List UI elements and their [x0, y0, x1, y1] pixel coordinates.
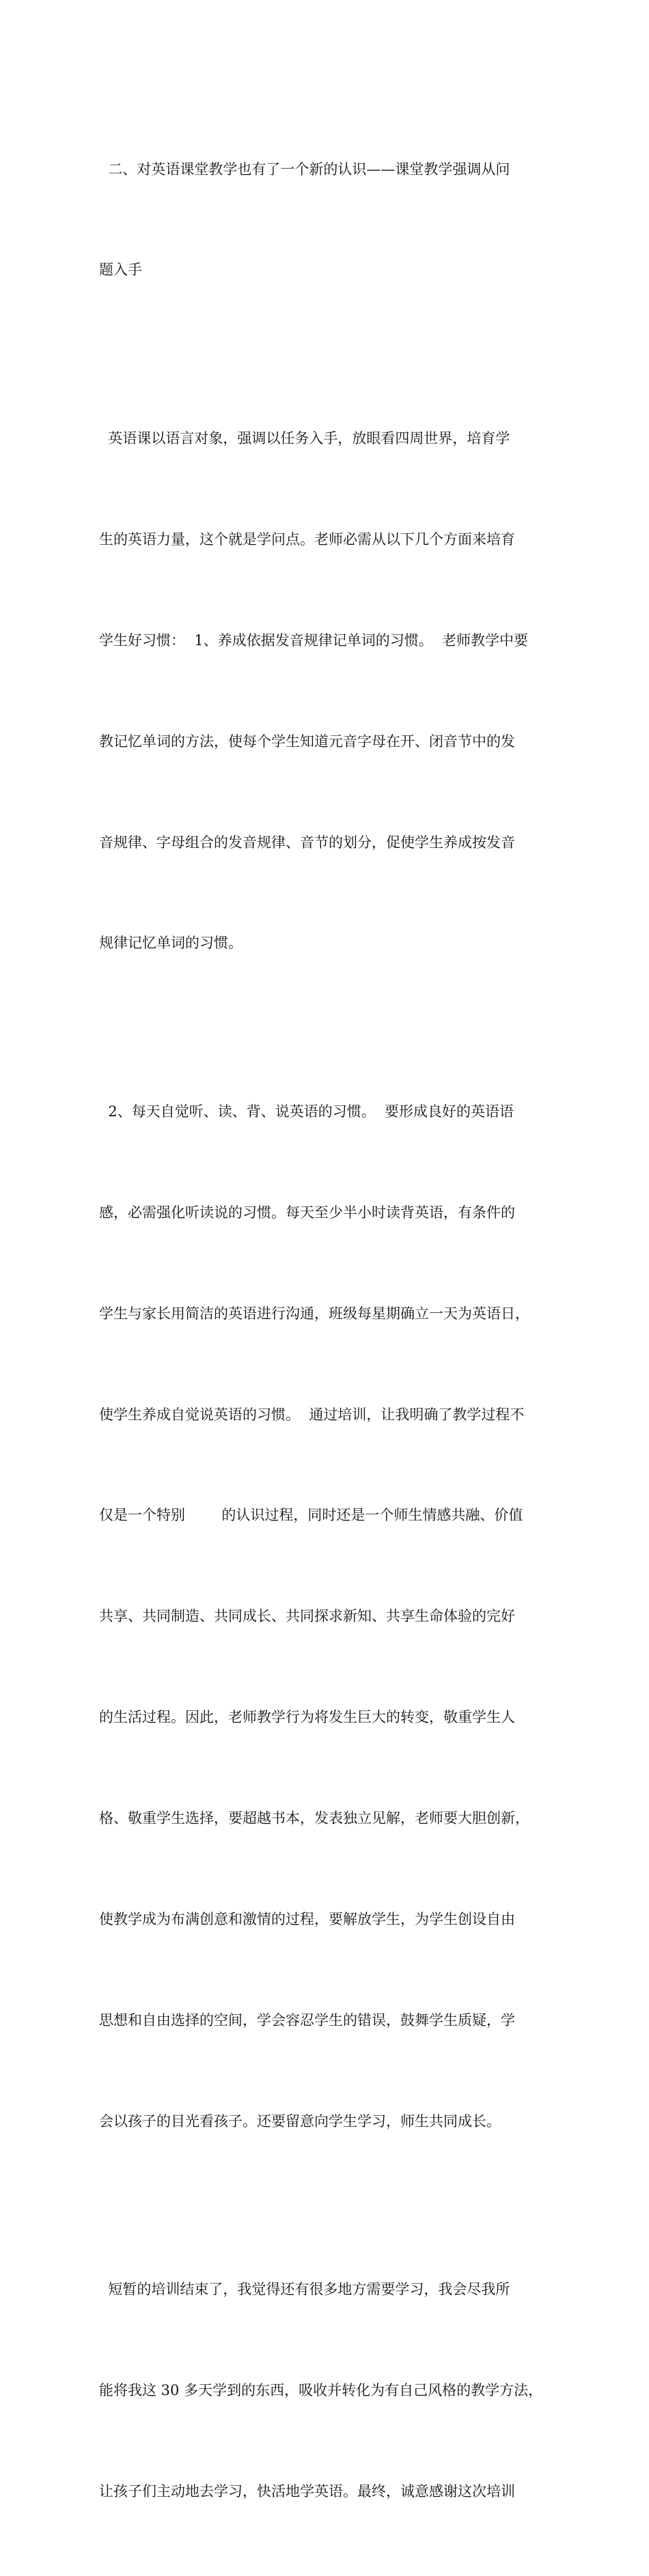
- text-line: 二、对英语课堂教学也有了一个新的认识——课堂教学强调从问: [99, 160, 510, 178]
- text-line: 使学生养成自觉说英语的习惯。 通过培训，让我明确了教学过程不: [99, 1406, 525, 1423]
- text-line: 感，必需强化听读说的习惯。每天至少半小时读背英语，有条件的: [99, 1204, 515, 1221]
- text-line: 让孩子们主动地去学习，快活地学英语。最终，诚意感谢这次培训: [99, 2483, 515, 2500]
- text-line: 英语课以语言对象，强调以任务入手，放眼看四周世界，培育学: [99, 429, 510, 447]
- text-line: 规律记忆单词的习惯。: [99, 935, 243, 952]
- paragraph-english-course: [99, 354, 560, 1028]
- text-line: 生的英语力量，这个就是学问点。老师必需从以下几个方面来培育: [99, 530, 515, 548]
- text-line: 仅是一个特别 的认识过程，同时还是一个师生情感共融、价值: [99, 1507, 523, 1524]
- text-line: 题入手: [99, 261, 142, 279]
- text-line: 格、敬重学生选择，要超越书本，发表独立见解，老师要大胆创新，: [99, 1810, 529, 1827]
- text-line: 会以孩子的目光看孩子。还要留意向学生学习，师生共同成长。: [99, 2112, 501, 2129]
- text-line: 的生活过程。因此，老师教学行为将发生巨大的转变，敬重学生人: [99, 1709, 515, 1726]
- text-line: 学生好习惯： 1、养成依据发音规律记单词的习惯。 老师教学中要: [99, 632, 529, 649]
- text-line: 2、每天自觉听、读、背、说英语的习惯。 要形成良好的英语语: [99, 1103, 514, 1120]
- document-body: [99, 85, 560, 2576]
- text-line: 能将我这 30 多天学到的东西，吸收并转化为有自己风格的教学方法，: [99, 2382, 543, 2399]
- text-line: 学生与家长用简洁的英语进行沟通，班级每星期确立一天为英语日，: [99, 1305, 529, 1322]
- text-line: 教记忆单词的方法，使每个学生知道元音字母在开、闭音节中的发: [99, 733, 515, 750]
- paragraph-daily-habit: [99, 1028, 560, 2205]
- text-line: 思想和自由选择的空间，学会容忍学生的错误，鼓舞学生质疑，学: [99, 2011, 515, 2028]
- text-line: 共享、共同制造、共同成长、共同探求新知、共享生命体验的完好: [99, 1608, 515, 1625]
- paragraph-conclusion: [99, 2206, 560, 2576]
- text-line: 音规律、字母组合的发音规律、音节的划分，促使学生养成按发音: [99, 834, 515, 851]
- paragraph-section-heading: [99, 85, 560, 354]
- text-line: 短暂的培训结束了，我觉得还有很多地方需要学习，我会尽我所: [99, 2281, 510, 2298]
- text-line: 使教学成为布满创意和激情的过程，要解放学生，为学生创设自由: [99, 1911, 515, 1928]
